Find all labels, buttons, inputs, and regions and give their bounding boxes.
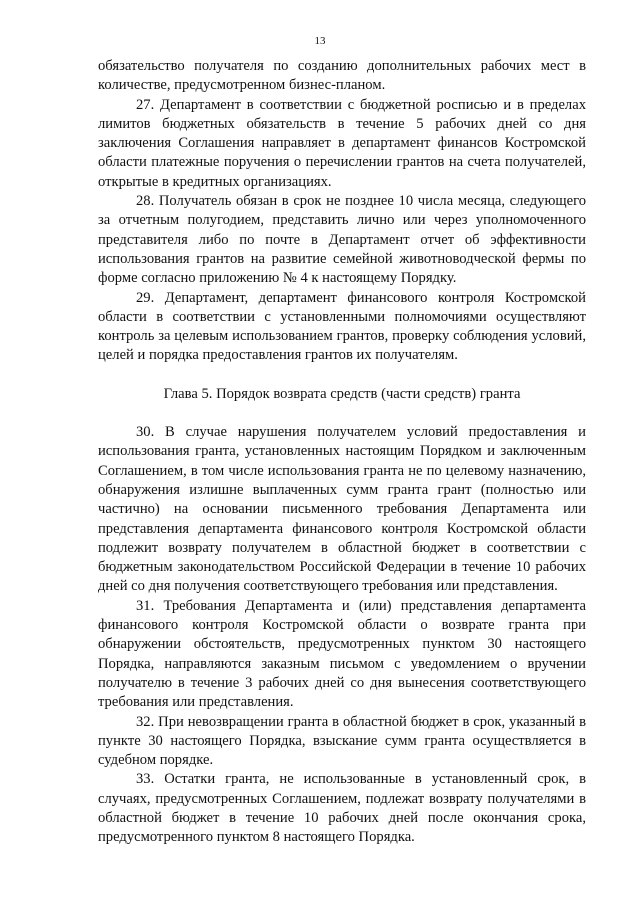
paragraph-27: 27. Департамент в соответствии с бюджетной росписью и в пределах лимитов бюджетных обязательств в течение 5 рабочих дней со дня заключения Соглашения направляет в департамент финансов Костромской области платежные поручения о перечислении грантов на счета получателей, открытые в кредитных организациях.	[98, 96, 586, 190]
chapter-heading: Глава 5. Порядок возврата средств (части средств) гранта	[163, 385, 521, 402]
page-number: 13	[314, 35, 326, 47]
paragraph-continued: обязательство получателя по созданию дополнительных рабочих мест в количестве, предусмотренном бизнес-планом.	[98, 58, 586, 94]
paragraph-33: 33. Остатки гранта, не использованные в установленный срок, в случаях, предусмотренных Соглашением, подлежат возврату получателями в областной бюджет в течение 10 рабочих дней после окончания срока, предусмотренного пунктом 8 настоящего Порядка.	[98, 771, 586, 846]
paragraph-30: 30. В случае нарушения получателем условий предоставления и использования гранта, установленных настоящим Порядком и заключенным Соглашением, в том числе использования гранта не по целевому назначению, обнаружения излишне выплаченных сумм гранта грант (полностью или частично) на основании письменного требования Департамента или представления департамента финансового контроля Костромской области подлежит возврату получателем в областной бюджет в соответствии с бюджетным законодательством Российской Федерации в течение 10 рабочих дней со дня получения соответствующего требования или представления.	[98, 424, 586, 595]
paragraph-28: 28. Получатель обязан в срок не позднее 10 числа месяца, следующего за отчетным полугодием, представить лично или через уполномоченного представителя либо по почте в Департамент отчет об эффективности использования грантов на развитие семейной животноводческой фермы по форме согласно приложению № 4 к настоящему Порядку.	[98, 193, 586, 287]
paragraph-32: 32. При невозвращении гранта в областной бюджет в срок, указанный в пункте 30 настоящего Порядка, взыскание сумм гранта осуществляется в судебном порядке.	[98, 713, 586, 769]
document-body	[98, 57, 586, 848]
paragraph-31: 31. Требования Департамента и (или) представления департамента финансового контроля Костромской области о возврате гранта при обнаружении обстоятельств, предусмотренных пунктом 30 настоящего Порядка, направляются заказным письмом с уведомлением о вручении получателю в течение 3 рабочих дней со дня вынесения соответствующего требования или представления.	[98, 597, 586, 711]
paragraph-29: 29. Департамент, департамент финансового контроля Костромской области в соответствии с установленными полномочиями осуществляют контроль за целевым использованием грантов, проверку соблюдения условий, целей и порядка предоставления грантов их получателям.	[98, 289, 586, 364]
